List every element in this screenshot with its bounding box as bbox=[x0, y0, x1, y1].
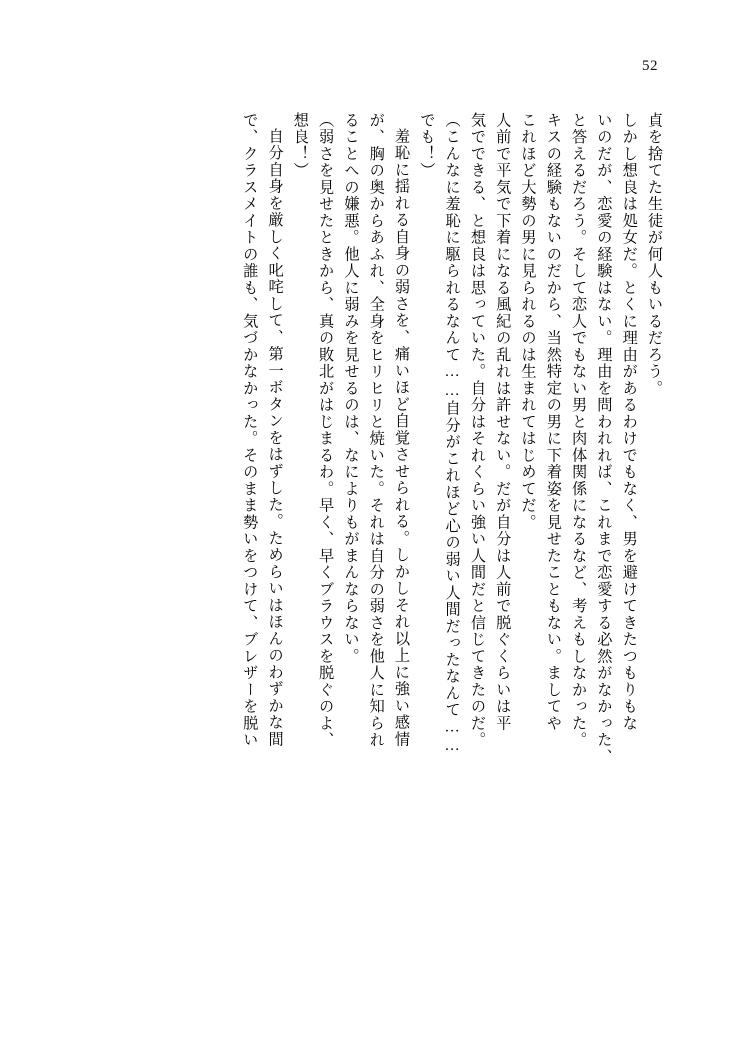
text-line: が、胸の奥からあふれ、全身をヒリヒリと焼いた。それは自分の弱さを他人に知られ bbox=[367, 112, 385, 749]
text-line: と答えるだろう。そして恋人でもない男と肉体関係になるなど、考えもしなかった。 bbox=[570, 112, 588, 749]
page-number: 52 bbox=[642, 58, 658, 74]
text-line: しかし想良は処女だ。とくに理由があるわけでもなく、男を避けてきたつもりもな bbox=[620, 112, 638, 732]
text-line: いのだが、恋愛の経験はない。理由を問われれば、これまで恋愛する必然がなかった、 bbox=[595, 112, 613, 766]
text-line: キスの経験もないのだから、当然特定の男に下着姿を見せたこともない。ましてや bbox=[544, 112, 562, 732]
text-line: （弱さを見せたときから、真の敗北がはじまるわ。早く、早くブラウスを脱ぐのよ、 bbox=[317, 112, 335, 749]
text-line: 人前で平気で下着になる風紀の乱れは許せない。だが自分は人前で脱ぐくらいは平 bbox=[494, 112, 512, 732]
text-line: これほど大勢の男に見られるのは生まれてはじめてだ。 bbox=[519, 112, 537, 531]
body-text-block bbox=[86, 112, 662, 951]
text-line: 貞を捨てた生徒が何人もいるだろう。 bbox=[646, 112, 663, 397]
text-line: 自分自身を厳しく叱咤して、第一ボタンをはずした。ためらいはほんのわずかな間 bbox=[266, 128, 284, 748]
text-line: （こんなに羞恥に駆られるなんて……自分がこれほど心の弱い人間だったなんて…… bbox=[443, 112, 461, 756]
text-line: で、クラスメイトの誰も、気づかなかった。そのまま勢いをつけて、ブレザーを脱い bbox=[241, 112, 259, 749]
text-line: でも！） bbox=[418, 112, 436, 179]
text-line: 想良！） bbox=[291, 112, 309, 179]
text-line: 気でできる、と想良は思っていた。自分はそれくらい強い人間だと信じてきたのだ。 bbox=[468, 112, 486, 749]
text-line: 羞恥に揺れる自身の弱さを、痛いほど自覚させられる。しかしそれ以上に強い感情 bbox=[393, 128, 411, 748]
text-line: ることへの嫌悪。他人に弱みを見せるのは、なによりもがまんならない。 bbox=[342, 112, 360, 665]
